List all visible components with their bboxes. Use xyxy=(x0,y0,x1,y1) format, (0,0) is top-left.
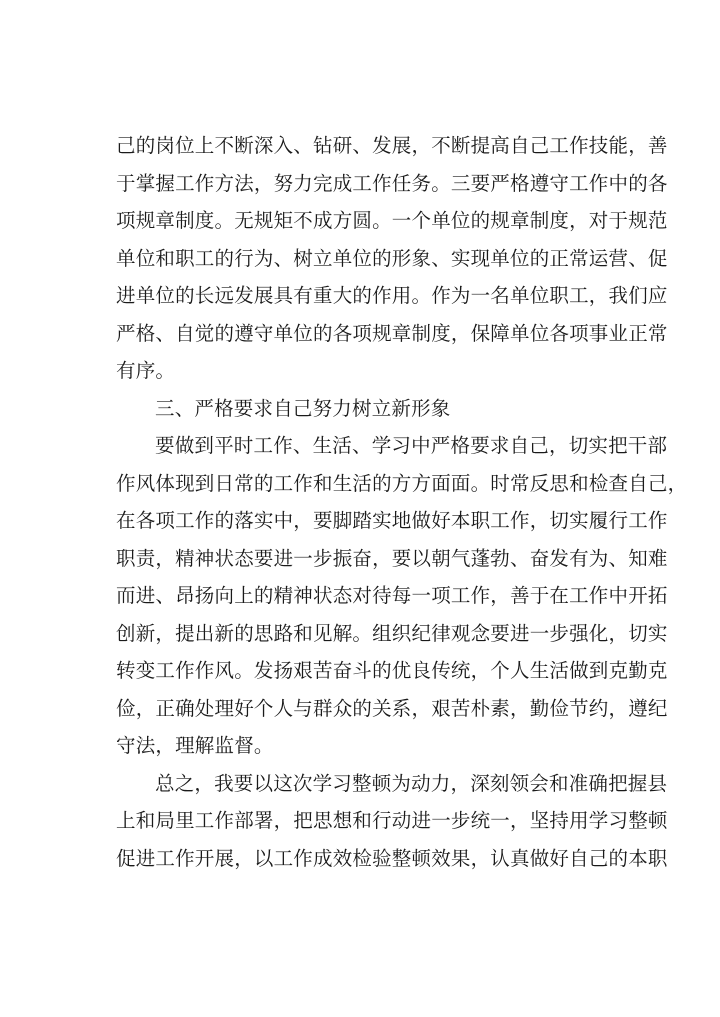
paragraph-first-line: 总之，我要以这次学习整顿为动力，深刻领会和准确把握县 xyxy=(155,771,668,795)
text-line: 于掌握工作方法，努力完成工作任务。三要严格遵守工作中的各 xyxy=(116,171,668,195)
paragraph-end-line: 有序。 xyxy=(116,359,176,382)
section-heading: 三、严格要求自己努力树立新形象 xyxy=(155,396,451,420)
text-line: 上和局里工作部署，把思想和行动进一步统一，坚持用学习整顿 xyxy=(116,809,668,832)
text-line: 项规章制度。无规矩不成方圆。一个单位的规章制度，对于规范 xyxy=(116,209,668,232)
text-line: 促进工作开展，以工作成效检验整顿效果，认真做好自己的本职 xyxy=(116,846,668,870)
text-line: 俭，正确处理好个人与群众的关系，艰苦朴素，勤俭节约，遵纪 xyxy=(116,696,668,720)
text-line: 在各项工作的落实中，要脚踏实地做好本职工作，切实履行工作 xyxy=(116,509,668,532)
text-line: 职责，精神状态要进一步振奋，要以朝气蓬勃、奋发有为、知难 xyxy=(116,546,668,570)
text-line: 转变工作作风。发扬艰苦奋斗的优良传统，个人生活做到克勤克 xyxy=(116,659,668,682)
text-line: 己的岗位上不断深入、钻研、发展，不断提高自己工作技能，善 xyxy=(116,134,668,157)
body-text xyxy=(116,127,688,877)
text-line: 进单位的长远发展具有重大的作用。作为一名单位职工，我们应 xyxy=(116,284,668,307)
text-line: 作风体现到日常的工作和生活的方方面面。时常反思和检查自己， xyxy=(116,471,688,495)
text-line: 严格、自觉的遵守单位的各项规章制度，保障单位各项事业正常 xyxy=(116,321,668,345)
text-line: 单位和职工的行为、树立单位的形象、实现单位的正常运营、促 xyxy=(116,246,668,270)
text-line: 创新，提出新的思路和见解。组织纪律观念要进一步强化，切实 xyxy=(116,621,668,645)
paragraph-first-line: 要做到平时工作、生活、学习中严格要求自己，切实把干部 xyxy=(155,434,668,457)
paragraph-end-line: 守法，理解监督。 xyxy=(116,734,274,757)
text-line: 而进、昂扬向上的精神状态对待每一项工作，善于在工作中开拓 xyxy=(116,584,668,607)
